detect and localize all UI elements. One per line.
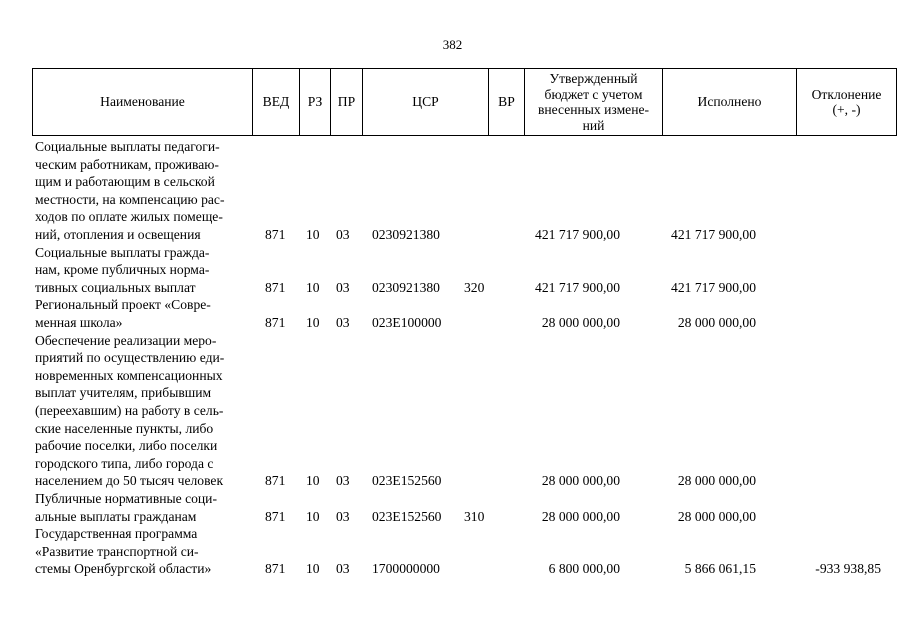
row-name-line: альные выплаты гражданам (35, 508, 197, 524)
row-executed: 421 717 900,00 (671, 227, 756, 242)
row-pr: 03 (336, 314, 350, 330)
header-approved-line: ний (582, 117, 605, 133)
row-name-line: городского типа, либо города с (35, 455, 214, 471)
row-name-line: выплат учителям, прибывшим (35, 385, 212, 401)
row-name-line: Социальные выплаты гражда- (35, 244, 210, 260)
row-ved: 871 (265, 561, 286, 577)
row-ved: 871 (265, 227, 286, 242)
row-name-line: ские населенные пункты, либо (35, 420, 214, 436)
row-executed: 28 000 000,00 (677, 508, 756, 524)
header-rz-label: РЗ (307, 94, 323, 110)
row-executed: 5 866 061,15 (684, 561, 756, 577)
row-csr: 0230921380 (372, 279, 440, 295)
row-vr: 310 (464, 508, 485, 524)
row-name-line: менная школа» (35, 314, 123, 330)
row-ved: 871 (265, 508, 286, 524)
row-name-line: стемы Оренбургской области» (35, 561, 212, 577)
row-rz: 10 (306, 227, 320, 242)
row-approved: 28 000 000,00 (541, 508, 620, 524)
header-approved-line: Утвержденный (549, 71, 638, 86)
table-row (0, 138, 905, 244)
row-name-line: щим и работающим в сельской (35, 174, 215, 190)
header-deviation-line: Отклонение (811, 86, 882, 102)
row-pr: 03 (336, 561, 350, 577)
row-csr: 023E100000 (372, 314, 442, 330)
row-name (35, 296, 250, 331)
row-name-line: новременных компенсационных (35, 367, 223, 383)
table-row (0, 296, 905, 331)
row-name-line: Региональный проект «Совре- (35, 297, 211, 313)
row-deviation: -933 938,85 (815, 561, 881, 577)
row-rz: 10 (306, 508, 320, 524)
row-rz: 10 (306, 279, 320, 295)
table-row (0, 490, 905, 525)
row-name-line: нам, кроме публичных норма- (35, 262, 210, 278)
row-csr: 023E152560 (372, 473, 442, 489)
row-name (35, 525, 250, 578)
row-name-line: ческим работникам, проживаю- (35, 156, 219, 172)
row-rz: 10 (306, 314, 320, 330)
row-executed: 28 000 000,00 (677, 314, 756, 330)
row-name-line: Государственная программа (35, 526, 198, 542)
row-name-line: рабочие поселки, либо поселки (35, 438, 218, 454)
row-approved: 28 000 000,00 (541, 314, 620, 330)
header-executed-label: Исполнено (697, 94, 762, 110)
row-approved: 421 717 900,00 (535, 279, 620, 295)
row-ved: 871 (265, 314, 286, 330)
header-pr-label: ПР (337, 94, 356, 110)
table-row (0, 525, 905, 578)
row-pr: 03 (336, 279, 350, 295)
row-name-line: «Развитие транспортной си- (35, 543, 199, 559)
row-csr: 0230921380 (372, 227, 440, 242)
row-ved: 871 (265, 279, 286, 295)
row-name-line: местности, на компенсацию рас- (35, 191, 225, 207)
row-csr: 1700000000 (372, 561, 440, 577)
row-executed: 28 000 000,00 (677, 473, 756, 489)
row-name-line: тивных социальных выплат (35, 279, 196, 295)
row-name-line: приятий по осуществлению еди- (35, 350, 225, 366)
row-approved: 28 000 000,00 (541, 473, 620, 489)
row-approved: 6 800 000,00 (548, 561, 620, 577)
row-name (35, 244, 250, 297)
row-name-line: (переехавшим) на работу в сель- (35, 402, 224, 418)
row-name-line: ходов по оплате жилых помеще- (35, 209, 223, 225)
row-pr: 03 (336, 227, 350, 242)
page-number: 382 (442, 37, 463, 52)
header-approved-line: внесенных измене- (537, 102, 650, 117)
row-rz: 10 (306, 561, 320, 577)
header-approved-line: бюджет с учетом (544, 86, 643, 102)
row-rz: 10 (306, 473, 320, 489)
row-executed: 421 717 900,00 (671, 279, 756, 295)
table-row (0, 332, 905, 490)
header-deviation-line: (+, -) (832, 102, 861, 117)
header-ved-label: ВЕД (262, 94, 290, 110)
row-csr: 023E152560 (372, 508, 442, 524)
row-name (35, 138, 250, 244)
row-approved: 421 717 900,00 (535, 227, 620, 242)
row-name-line: Обеспечение реализации меро- (35, 332, 217, 348)
row-name (35, 332, 250, 490)
table-row (0, 244, 905, 297)
header-csr-label: ЦСР (412, 94, 439, 110)
row-name-line: ний, отопления и освещения (35, 226, 201, 242)
row-ved: 871 (265, 473, 286, 489)
row-name-line: населением до 50 тысяч человек (35, 473, 224, 489)
header-vr-label: ВР (498, 94, 515, 110)
row-name-line: Публичные нормативные соци- (35, 491, 217, 506)
row-vr: 320 (464, 279, 485, 295)
row-name-line: Социальные выплаты педагоги- (35, 139, 220, 154)
row-pr: 03 (336, 508, 350, 524)
header-name-label: Наименование (100, 94, 185, 110)
row-pr: 03 (336, 473, 350, 489)
row-name (35, 490, 250, 525)
